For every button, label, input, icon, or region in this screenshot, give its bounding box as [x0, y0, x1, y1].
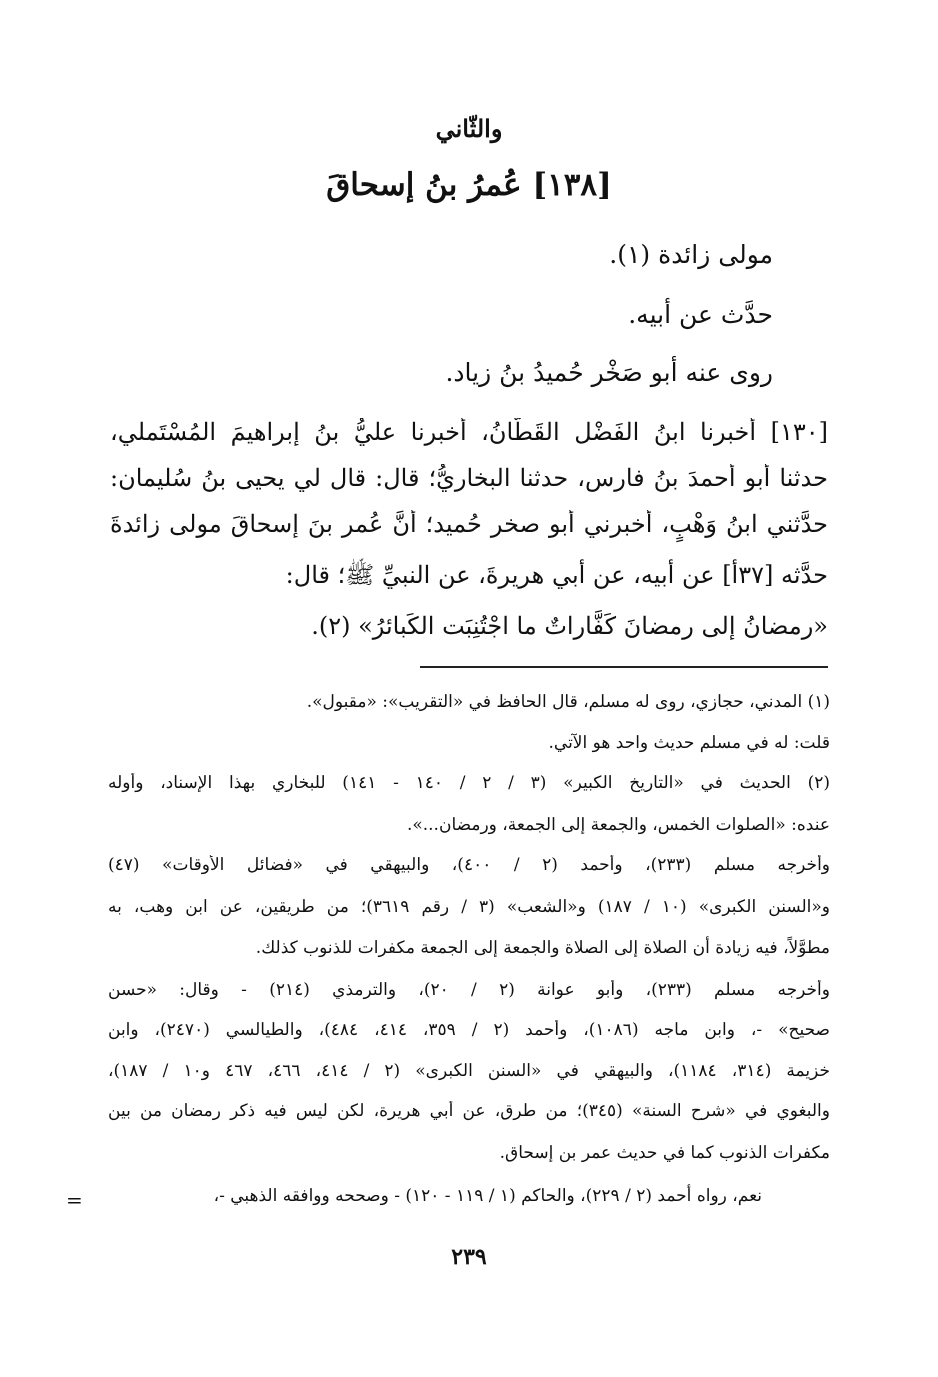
- intro-line: روى عنه أبو صَخْر حُميدُ بنُ زياد.: [445, 358, 773, 387]
- footnote-line: عنده: «الصلوات الخمس، والجمعة إلى الجمعة، ورمضان...».: [406, 815, 830, 835]
- footnote-line: خزيمة (٣١٤، ١١٨٤)، والبيهقي في «السنن الكبرى» (٢ / ٤١٤، ٤٦٦، ٤٦٧ و١٠ / ١٨٧)،: [108, 1061, 830, 1081]
- page-number: ٢٣٩: [451, 1244, 487, 1270]
- entry-title: [١٣٨] عُمرُ بنُ إسحاقَ: [326, 167, 612, 203]
- footnote-divider: [420, 666, 828, 668]
- hadith-line: حدَّثني ابنُ وَهْبٍ، أخبرني أبو صخر حُميد؛ أنَّ عُمر بنَ إسحاقَ مولى زائدةَ: [110, 510, 828, 538]
- footnote-line: صحيح» -، وابن ماجه (١٠٨٦)، وأحمد (٢ / ٣٥٩، ٤١٤، ٤٨٤)، والطيالسي (٢٤٧٠)، وابن: [108, 1020, 830, 1040]
- intro-line: مولى زائدة (١).: [609, 240, 773, 269]
- hadith-line: حدثنا أبو أحمدَ بنُ فارس، حدثنا البخاريُّ؛ قال: قال لي يحيى بنُ سُليمان:: [110, 464, 828, 492]
- footnote-line: قلت: له في مسلم حديث واحد هو الآتي.: [548, 733, 830, 753]
- footnote-line: و«السنن الكبرى» (١٠ / ١٨٧) و«الشعب» (٣ / رقم ٣٦١٩)؛ من طريقين، عن ابن وهب، به: [108, 897, 830, 917]
- footnote-line: مطوَّلاً، فيه زيادة أن الصلاة إلى الصلاة والجمعة إلى الجمعة مكفرات للذنوب كذلك.: [255, 938, 830, 958]
- footnote-line: (١) المدني، حجازي، روى له مسلم، قال الحافظ في «التقريب»: «مقبول».: [306, 692, 830, 712]
- footnote-line: نعم، رواه أحمد (٢ / ٢٢٩)، والحاكم (١ / ١١٩ - ١٢٠) - وصححه ووافقه الذهبي -،: [213, 1186, 762, 1206]
- intro-line: حدَّث عن أبيه.: [628, 300, 773, 329]
- continuation-mark: =: [66, 1188, 83, 1212]
- hadith-line: [١٣٠] أخبرنا ابنُ الفَضْل القَطَّانُ، أخبرنا عليُّ بنُ إبراهيمَ المُسْتَملي،: [110, 418, 828, 446]
- footnote-line: وأخرجه مسلم (٢٣٣)، وأبو عوانة (٢ / ٢٠)، والترمذي (٢١٤) - وقال: «حسن: [108, 980, 830, 1000]
- footnote-line: والبغوي في «شرح السنة» (٣٤٥)؛ من طرق، عن أبي هريرة، لكن ليس فيه ذكر رمضان من بين: [108, 1101, 830, 1121]
- footnote-line: (٢) الحديث في «التاريخ الكبير» (٣ / ٢ / ١٤٠ - ١٤١) للبخاري بهذا الإسناد، وأوله: [108, 773, 830, 793]
- footnote-line: وأخرجه مسلم (٢٣٣)، وأحمد (٢ / ٤٠٠)، والبيهقي في «فضائل الأوقات» (٤٧): [108, 855, 830, 875]
- footnote-line: مكفرات الذنوب كما في حديث عمر بن إسحاق.: [499, 1143, 830, 1163]
- hadith-quote: «رمضانُ إلى رمضانَ كَفَّاراتٌ ما اجْتُنِبَت الكَبائرُ» (٢).: [311, 612, 828, 640]
- hadith-line: حدَّثه [٣٧أ] عن أبيه، عن أبي هريرةَ، عن النبيِّ ﷺ؛ قال:: [285, 561, 828, 589]
- section-label: والثّاني: [435, 114, 503, 143]
